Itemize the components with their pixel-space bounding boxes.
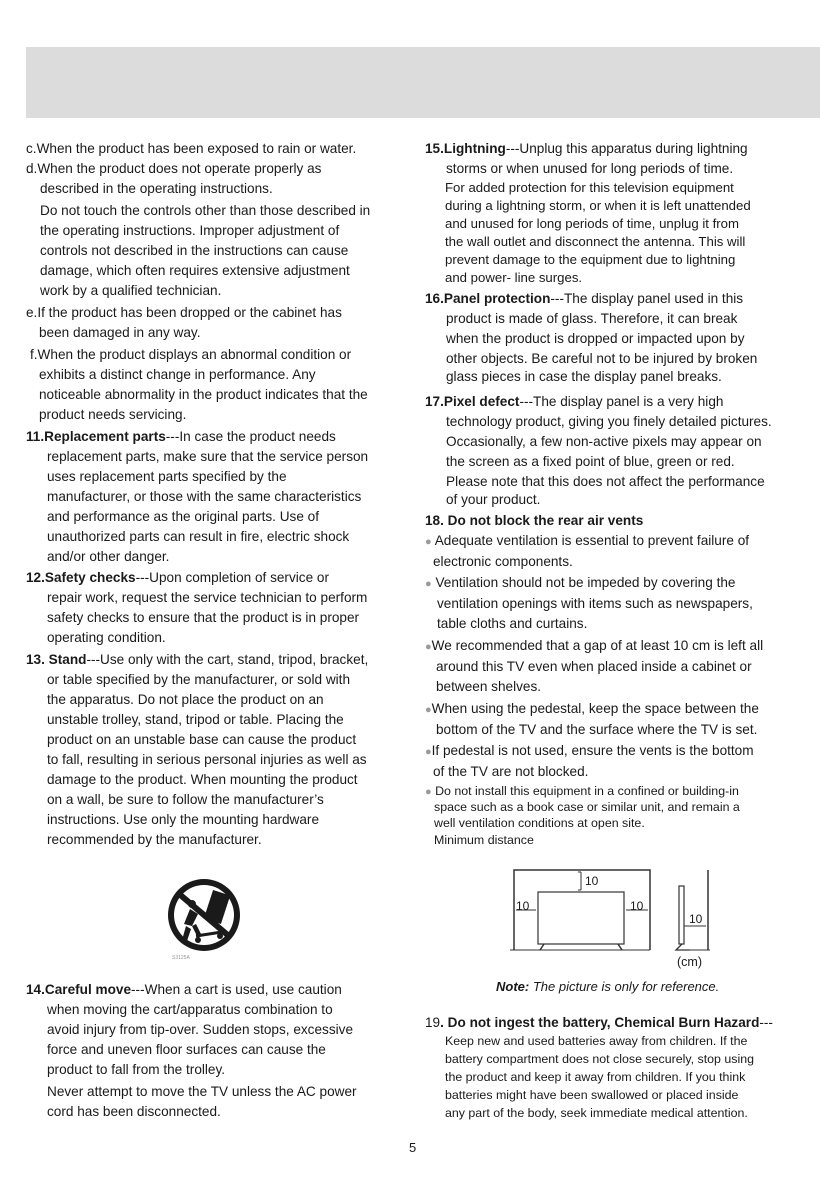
- clearance-right-label: 10: [630, 899, 644, 913]
- vent-bullet: [425, 741, 754, 762]
- vent-bullet-line: ventilation openings with items such as newspapers,: [437, 596, 753, 611]
- vent-bullet-text: Ventilation should not be impeded by covering the: [435, 575, 736, 590]
- cart-caption: S3125A: [172, 955, 190, 961]
- section-16-heading: [425, 289, 743, 309]
- item-f-line: exhibits a distinct change in performance. Any: [39, 367, 316, 382]
- section-15-line: storms or when unused for long periods of time.: [446, 161, 734, 176]
- ventilation-clearance-diagram: [510, 866, 714, 956]
- figure-note: [496, 979, 719, 994]
- section-19-title: . Do not ingest the battery, Chemical Burn Hazard: [440, 1015, 760, 1030]
- section-14-line: cord has been disconnected.: [47, 1104, 221, 1119]
- item-d-line: d.When the product does not operate properly as: [26, 161, 322, 176]
- section-19-line: Keep new and used batteries away from children. If the: [445, 1034, 748, 1048]
- vent-bullet: [425, 699, 759, 720]
- section-15-line: prevent damage to the equipment due to lightning: [445, 252, 736, 267]
- section-17-line: Occasionally, a few non-active pixels may appear on: [446, 434, 762, 449]
- section-18-title: 18. Do not block the rear air vents: [425, 513, 644, 528]
- note-label: Note:: [496, 979, 530, 994]
- item-d-line: damage, which often requires extensive adjustment: [40, 263, 350, 278]
- section-13-line: on a wall, be sure to follow the manufacturer’s: [47, 792, 324, 807]
- section-17-title: 17.Pixel defect: [425, 394, 520, 409]
- section-13-line: instructions. Use only the mounting hardware: [47, 812, 320, 827]
- vent-bullet-line: bottom of the TV and the surface where the TV is set.: [436, 722, 758, 737]
- section-16-line: glass pieces in case the display panel breaks.: [446, 369, 722, 384]
- bullet-dot-icon: ●: [425, 641, 432, 653]
- minimum-distance-label: Minimum distance: [434, 833, 534, 847]
- section-14-line: avoid injury from tip-over. Sudden stops, excessive: [47, 1022, 354, 1037]
- item-c-line: c.When the product has been exposed to rain or water.: [26, 141, 357, 156]
- item-f-line: product needs servicing.: [39, 407, 187, 422]
- item-e-line: been damaged in any way.: [39, 325, 201, 340]
- vent-bullet-text: When using the pedestal, keep the space between the: [431, 701, 759, 716]
- section-19-line: the product and keep it away from children. If you think: [445, 1070, 746, 1084]
- vent-bullet-line: table cloths and curtains.: [437, 616, 588, 631]
- bullet-dot-icon: ●: [425, 536, 432, 548]
- section-13-text: ---Use only with the cart, stand, tripod, bracket,: [86, 652, 369, 667]
- section-16-title: 16.Panel protection: [425, 291, 551, 306]
- unit-label: (cm): [677, 955, 702, 969]
- vent-bullet: [425, 573, 735, 594]
- section-11-heading: [26, 427, 336, 447]
- section-14-text: ---When a cart is used, use caution: [131, 982, 342, 997]
- bullet-dot-icon: ●: [425, 578, 432, 590]
- bullet-dot-icon: ●: [425, 786, 432, 798]
- clearance-side-label: 10: [689, 912, 703, 926]
- section-17-line: of your product.: [446, 492, 541, 507]
- section-17-line: technology product, giving you finely detailed pictures.: [446, 414, 772, 429]
- section-12-line: operating condition.: [47, 630, 166, 645]
- section-19-dash: ---: [759, 1015, 773, 1030]
- section-14-heading: [26, 980, 342, 1000]
- section-15-line: and power- line surges.: [445, 270, 583, 285]
- section-19-line: battery compartment does not close securely, stop using: [445, 1052, 755, 1066]
- section-15-heading: [425, 139, 748, 159]
- item-d-line: controls not described in the instructions can cause: [40, 243, 349, 258]
- vent-bullet-line: well ventilation conditions at open site.: [434, 816, 645, 830]
- section-14-line: product to fall from the trolley.: [47, 1062, 226, 1077]
- note-text: The picture is only for reference.: [529, 979, 720, 994]
- section-12-line: safety checks to ensure that the product is in proper: [47, 610, 360, 625]
- vent-bullet-text: We recommended that a gap of at least 10 cm is left all: [431, 638, 764, 653]
- section-13-title: 13. Stand: [26, 652, 87, 667]
- section-17-line: the screen as a fixed point of blue, green or red.: [446, 454, 735, 469]
- item-e-line: e.If the product has been dropped or the cabinet has: [26, 305, 342, 320]
- item-d-line: the operating instructions. Improper adjustment of: [40, 223, 340, 238]
- vent-bullet-line: of the TV are not blocked.: [433, 764, 589, 779]
- vent-bullet-line: between shelves.: [436, 679, 542, 694]
- section-15-line: during a lightning storm, or when it is left unattended: [445, 198, 751, 213]
- section-17-heading: [425, 392, 723, 412]
- section-14-title: 14.Careful move: [26, 982, 132, 997]
- section-14-line: force and uneven floor surfaces can cause the: [47, 1042, 326, 1057]
- section-17-line: Please note that this does not affect the performance: [446, 474, 765, 489]
- section-15-line: For added protection for this television equipment: [445, 180, 734, 195]
- item-d-line: work by a qualified technician.: [40, 283, 222, 298]
- section-19-line: any part of the body, seek immediate medical attention.: [445, 1106, 748, 1120]
- header-band: [26, 47, 820, 118]
- section-12-title: 12.Safety checks: [26, 570, 136, 585]
- vent-bullet-text: Do not install this equipment in a confined or building-in: [435, 784, 739, 798]
- section-12-heading: [26, 568, 329, 588]
- vent-bullet-line: around this TV even when placed inside a cabinet or: [436, 659, 752, 674]
- vent-bullet-line: space such as a book case or similar unit, and remain a: [434, 800, 740, 814]
- section-11-line: replacement parts, make sure that the service person: [47, 449, 369, 464]
- section-13-line: to fall, resulting in serious personal injuries as well as: [47, 752, 367, 767]
- section-15-title: 15.Lightning: [425, 141, 506, 156]
- vent-bullet-line: electronic components.: [433, 554, 573, 569]
- clearance-top-label: 10: [585, 874, 599, 888]
- section-19-heading: [425, 1013, 773, 1033]
- item-f-line: f.When the product displays an abnormal condition or: [30, 347, 352, 362]
- section-11-line: and performance as the original parts. Use of: [47, 509, 320, 524]
- section-15-line: and unused for long periods of time, unplug it from: [445, 216, 739, 231]
- section-12-line: repair work, request the service technician to perform: [47, 590, 368, 605]
- section-14-line: when moving the cart/apparatus combination to: [47, 1002, 333, 1017]
- vent-bullet: [425, 636, 763, 657]
- page-number: 5: [409, 1140, 417, 1155]
- item-d-line: described in the operating instructions.: [40, 181, 273, 196]
- section-11-line: and/or other danger.: [47, 549, 170, 564]
- section-11-title: 11.Replacement parts: [26, 429, 166, 444]
- section-13-line: damage to the product. When mounting the product: [47, 772, 358, 787]
- bullet-dot-icon: ●: [425, 746, 432, 758]
- section-15-text: ---Unplug this apparatus during lightning: [505, 141, 748, 156]
- section-15-line: the wall outlet and disconnect the antenna. This will: [445, 234, 746, 249]
- section-11-text: ---In case the product needs: [165, 429, 336, 444]
- section-11-line: unauthorized parts can result in fire, electric shock: [47, 529, 350, 544]
- item-d-line: Do not touch the controls other than those described in: [40, 203, 371, 218]
- section-13-line: the apparatus. Do not place the product on an: [47, 692, 324, 707]
- section-13-line: recommended by the manufacturer.: [47, 832, 262, 847]
- section-19-line: batteries might have been swallowed or placed inside: [445, 1088, 739, 1102]
- clearance-left-label: 10: [516, 899, 530, 913]
- section-16-line: other objects. Be careful not to be injured by broken: [446, 351, 758, 366]
- vent-bullet-text: If pedestal is not used, ensure the vents is the bottom: [431, 743, 754, 758]
- section-14-line: Never attempt to move the TV unless the AC power: [47, 1084, 357, 1099]
- section-19-number: 19: [425, 1015, 441, 1030]
- section-13-heading: [26, 650, 368, 670]
- section-16-text: ---The display panel used in this: [550, 291, 744, 306]
- section-17-text: ---The display panel is a very high: [519, 394, 724, 409]
- cart-tipover-warning-icon: [162, 874, 248, 964]
- section-11-line: manufacturer, or those with the same characteristics: [47, 489, 362, 504]
- item-f-line: noticeable abnormality in the product indicates that the: [39, 387, 368, 402]
- section-12-text: ---Upon completion of service or: [135, 570, 329, 585]
- section-13-line: or table specified by the manufacturer, or sold with: [47, 672, 350, 687]
- section-11-line: uses replacement parts specified by the: [47, 469, 287, 484]
- section-13-line: unstable trolley, stand, tripod or table. Placing the: [47, 712, 344, 727]
- bullet-dot-icon: ●: [425, 704, 432, 716]
- section-13-line: product on an unstable base can cause the product: [47, 732, 357, 747]
- vent-bullet-text: Adequate ventilation is essential to prevent failure of: [434, 533, 750, 548]
- vent-bullet: [425, 531, 749, 552]
- section-16-line: when the product is dropped or impacted upon by: [446, 331, 745, 346]
- section-16-line: product is made of glass. Therefore, it can break: [446, 311, 738, 326]
